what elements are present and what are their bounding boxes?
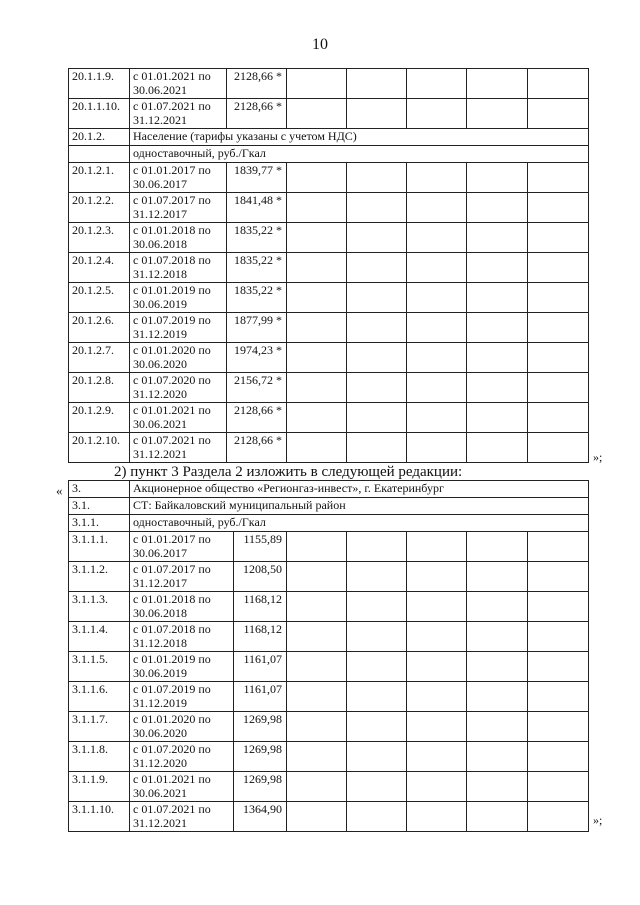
period-end: 30.06.2017 [133,546,187,560]
empty-cell [467,373,528,403]
empty-cell [287,562,347,592]
empty-cell [347,69,407,99]
empty-cell [287,742,347,772]
table2-end-mark: »; [593,813,603,827]
period-cell [130,99,227,129]
empty-cell [528,433,589,463]
empty-cell [407,742,467,772]
period-end: 31.12.2019 [133,327,187,341]
row-label: СТ: Байкаловский муниципальный район [130,498,589,515]
empty-cell [528,283,589,313]
period-cell [130,592,234,622]
tariff-value: 1974,23 * [227,343,287,373]
row-label: Население (тарифы указаны с учетом НДС) [130,129,589,146]
empty-cell [347,652,407,682]
empty-cell [347,562,407,592]
empty-cell [467,313,528,343]
empty-cell [347,343,407,373]
tariff-value: 1877,99 * [227,313,287,343]
empty-cell [287,532,347,562]
table-row [69,652,589,682]
empty-cell [528,742,589,772]
empty-cell [407,313,467,343]
table-row [69,163,589,193]
tariff-table-1 [68,68,589,463]
period-cell [130,742,234,772]
period-start: с 01.07.2019 по [133,313,211,327]
table-row [69,515,589,532]
period-cell [130,772,234,802]
empty-cell [287,772,347,802]
empty-cell [407,403,467,433]
period-end: 31.12.2018 [133,267,187,281]
tariff-value: 2128,66 * [227,99,287,129]
period-cell [130,283,227,313]
empty-cell [467,592,528,622]
period-start: с 01.07.2017 по [133,562,211,576]
tariff-value: 1168,12 [234,592,287,622]
tariff-value: 1839,77 * [227,163,287,193]
period-end: 30.06.2019 [133,297,187,311]
period-start: с 01.01.2020 по [133,343,211,357]
tariff-table-2 [68,480,589,832]
empty-cell [467,69,528,99]
period-end: 31.12.2020 [133,387,187,401]
period-cell [130,682,234,712]
empty-cell [528,682,589,712]
tariff-value: 1155,89 [234,532,287,562]
table1-end-mark: »; [593,450,603,464]
empty-cell [467,283,528,313]
empty-cell [407,99,467,129]
empty-cell [528,343,589,373]
empty-cell [407,69,467,99]
empty-cell [347,313,407,343]
empty-cell [407,802,467,832]
row-label: Акционерное общество «Регионгаз-инвест», г. Екатеринбург [130,481,589,498]
tariff-value: 1161,07 [234,682,287,712]
empty-cell [407,163,467,193]
row-label: одноставочный, руб./Гкал [130,146,589,163]
empty-cell [528,562,589,592]
period-cell [130,562,234,592]
empty-cell [467,622,528,652]
tariff-value: 1161,07 [234,652,287,682]
tariff-value: 1269,98 [234,712,287,742]
empty-cell [287,283,347,313]
empty-cell [287,802,347,832]
period-end: 31.12.2021 [133,113,187,127]
row-code: 20.1.2.2. [69,193,130,223]
period-cell [130,343,227,373]
period-start: с 01.07.2017 по [133,193,211,207]
empty-cell [407,253,467,283]
empty-cell [347,373,407,403]
empty-cell [407,682,467,712]
empty-cell [287,69,347,99]
tariff-value: 1835,22 * [227,253,287,283]
tariff-value: 2128,66 * [227,433,287,463]
period-end: 30.06.2021 [133,786,187,800]
empty-cell [467,562,528,592]
row-code: 3.1.1. [69,515,130,532]
period-end: 30.06.2018 [133,237,187,251]
empty-cell [287,622,347,652]
period-end: 31.12.2017 [133,576,187,590]
empty-cell [287,193,347,223]
empty-cell [347,622,407,652]
period-start: с 01.01.2017 по [133,163,211,177]
period-start: с 01.01.2020 по [133,712,211,726]
period-cell [130,193,227,223]
empty-cell [528,373,589,403]
table-row [69,622,589,652]
empty-cell [467,802,528,832]
period-start: с 01.01.2017 по [133,532,211,546]
empty-cell [347,592,407,622]
table-row [69,532,589,562]
period-start: с 01.01.2018 по [133,592,211,606]
period-cell [130,622,234,652]
quote-open: « [56,483,63,498]
row-code: 20.1.2.8. [69,373,130,403]
empty-cell [347,283,407,313]
period-end: 30.06.2019 [133,666,187,680]
period-end: 31.12.2019 [133,696,187,710]
tariff-value: 2156,72 * [227,373,287,403]
empty-cell [347,403,407,433]
empty-cell [287,652,347,682]
empty-cell [467,433,528,463]
empty-cell [528,532,589,562]
tariff-value: 1269,98 [234,742,287,772]
table-row [69,742,589,772]
empty-cell [347,772,407,802]
empty-cell [347,532,407,562]
period-start: с 01.01.2021 по [133,403,211,417]
empty-cell [528,163,589,193]
empty-cell [287,712,347,742]
table-row [69,772,589,802]
empty-cell [467,193,528,223]
table-row [69,682,589,712]
tariff-value: 1841,48 * [227,193,287,223]
period-start: с 01.07.2020 по [133,373,211,387]
empty-cell [407,193,467,223]
row-code: 20.1.2. [69,129,130,146]
row-code: 20.1.2.7. [69,343,130,373]
period-start: с 01.07.2021 по [133,433,211,447]
empty-cell [467,742,528,772]
empty-cell [287,403,347,433]
period-start: с 01.07.2021 по [133,802,211,816]
empty-cell [287,592,347,622]
empty-cell [407,532,467,562]
empty-cell [347,742,407,772]
period-cell [130,532,234,562]
period-end: 31.12.2020 [133,756,187,770]
amendment-instruction: 2) пункт 3 Раздела 2 изложить в следующей редакции: [114,464,463,480]
empty-cell [287,373,347,403]
period-start: с 01.01.2021 по [133,69,211,83]
table-row [69,69,589,99]
table-row [69,283,589,313]
table-row [69,481,589,498]
period-cell [130,313,227,343]
empty-cell [407,433,467,463]
period-end: 30.06.2020 [133,726,187,740]
empty-cell [347,682,407,712]
empty-cell [347,99,407,129]
period-start: с 01.01.2021 по [133,772,211,786]
empty-cell [407,622,467,652]
empty-cell [407,283,467,313]
row-code: 3.1.1.6. [69,682,130,712]
row-code: 3.1.1.2. [69,562,130,592]
period-start: с 01.07.2021 по [133,99,211,113]
empty-cell [467,163,528,193]
table-row [69,223,589,253]
period-end: 31.12.2021 [133,447,187,461]
empty-cell [528,712,589,742]
empty-cell [287,223,347,253]
empty-cell [528,652,589,682]
table-row [69,343,589,373]
page-number: 10 [312,36,328,53]
period-start: с 01.07.2018 по [133,622,211,636]
tariff-value: 1269,98 [234,772,287,802]
row-code: 20.1.1.10. [69,99,130,129]
empty-cell [347,193,407,223]
period-cell [130,652,234,682]
row-code: 3.1. [69,498,130,515]
period-end: 30.06.2018 [133,606,187,620]
empty-cell [347,433,407,463]
empty-cell [467,772,528,802]
empty-cell [287,313,347,343]
table-row [69,433,589,463]
tariff-value: 2128,66 * [227,403,287,433]
row-code: 20.1.2.10. [69,433,130,463]
period-end: 30.06.2017 [133,177,187,191]
period-end: 31.12.2017 [133,207,187,221]
row-code: 3.1.1.9. [69,772,130,802]
table-row [69,129,589,146]
row-code: 3.1.1.4. [69,622,130,652]
period-start: с 01.01.2018 по [133,223,211,237]
row-label: одноставочный, руб./Гкал [130,515,589,532]
table-row [69,403,589,433]
empty-cell [347,163,407,193]
table-row [69,99,589,129]
empty-cell [407,343,467,373]
table-row [69,313,589,343]
period-start: с 01.07.2018 по [133,253,211,267]
row-code: 20.1.2.1. [69,163,130,193]
period-start: с 01.01.2019 по [133,652,211,666]
tariff-value: 1835,22 * [227,283,287,313]
period-end: 31.12.2018 [133,636,187,650]
row-code: 20.1.2.5. [69,283,130,313]
row-code: 20.1.2.3. [69,223,130,253]
empty-cell [407,652,467,682]
tariff-value: 2128,66 * [227,69,287,99]
period-cell [130,253,227,283]
empty-cell [287,99,347,129]
period-end: 31.12.2021 [133,816,187,830]
empty-cell [407,223,467,253]
empty-cell [287,682,347,712]
empty-cell [407,562,467,592]
row-code: 20.1.2.6. [69,313,130,343]
empty-cell [528,772,589,802]
period-start: с 01.07.2019 по [133,682,211,696]
row-code [69,146,130,163]
empty-cell [528,313,589,343]
period-start: с 01.07.2020 по [133,742,211,756]
empty-cell [528,403,589,433]
period-cell [130,403,227,433]
tariff-value: 1168,12 [234,622,287,652]
empty-cell [287,343,347,373]
empty-cell [528,253,589,283]
empty-cell [528,592,589,622]
empty-cell [467,99,528,129]
table-row [69,373,589,403]
table-row [69,562,589,592]
empty-cell [467,532,528,562]
period-start: с 01.01.2019 по [133,283,211,297]
period-cell [130,433,227,463]
empty-cell [467,343,528,373]
period-end: 30.06.2021 [133,83,187,97]
empty-cell [407,712,467,742]
period-cell [130,223,227,253]
row-code: 3.1.1.10. [69,802,130,832]
empty-cell [407,772,467,802]
empty-cell [347,802,407,832]
empty-cell [528,223,589,253]
row-code: 3.1.1.8. [69,742,130,772]
table-row [69,592,589,622]
table-row [69,193,589,223]
row-code: 20.1.1.9. [69,69,130,99]
period-cell [130,69,227,99]
tariff-value: 1835,22 * [227,223,287,253]
period-end: 30.06.2021 [133,417,187,431]
row-code: 20.1.2.4. [69,253,130,283]
empty-cell [287,433,347,463]
row-code: 3.1.1.1. [69,532,130,562]
empty-cell [528,622,589,652]
row-code: 3.1.1.7. [69,712,130,742]
table-row [69,146,589,163]
row-code: 20.1.2.9. [69,403,130,433]
empty-cell [407,592,467,622]
empty-cell [528,802,589,832]
period-cell [130,802,234,832]
empty-cell [528,193,589,223]
empty-cell [467,682,528,712]
table-row [69,498,589,515]
tariff-value: 1364,90 [234,802,287,832]
row-code: 3.1.1.3. [69,592,130,622]
empty-cell [467,403,528,433]
empty-cell [467,712,528,742]
period-cell [130,712,234,742]
empty-cell [467,253,528,283]
period-cell [130,163,227,193]
period-end: 30.06.2020 [133,357,187,371]
period-cell [130,373,227,403]
row-code: 3.1.1.5. [69,652,130,682]
empty-cell [528,99,589,129]
table-row [69,253,589,283]
row-code: 3. [69,481,130,498]
empty-cell [347,712,407,742]
empty-cell [528,69,589,99]
empty-cell [467,652,528,682]
empty-cell [287,163,347,193]
empty-cell [347,223,407,253]
empty-cell [467,223,528,253]
table-row [69,712,589,742]
tariff-value: 1208,50 [234,562,287,592]
empty-cell [347,253,407,283]
empty-cell [407,373,467,403]
table-row [69,802,589,832]
empty-cell [287,253,347,283]
